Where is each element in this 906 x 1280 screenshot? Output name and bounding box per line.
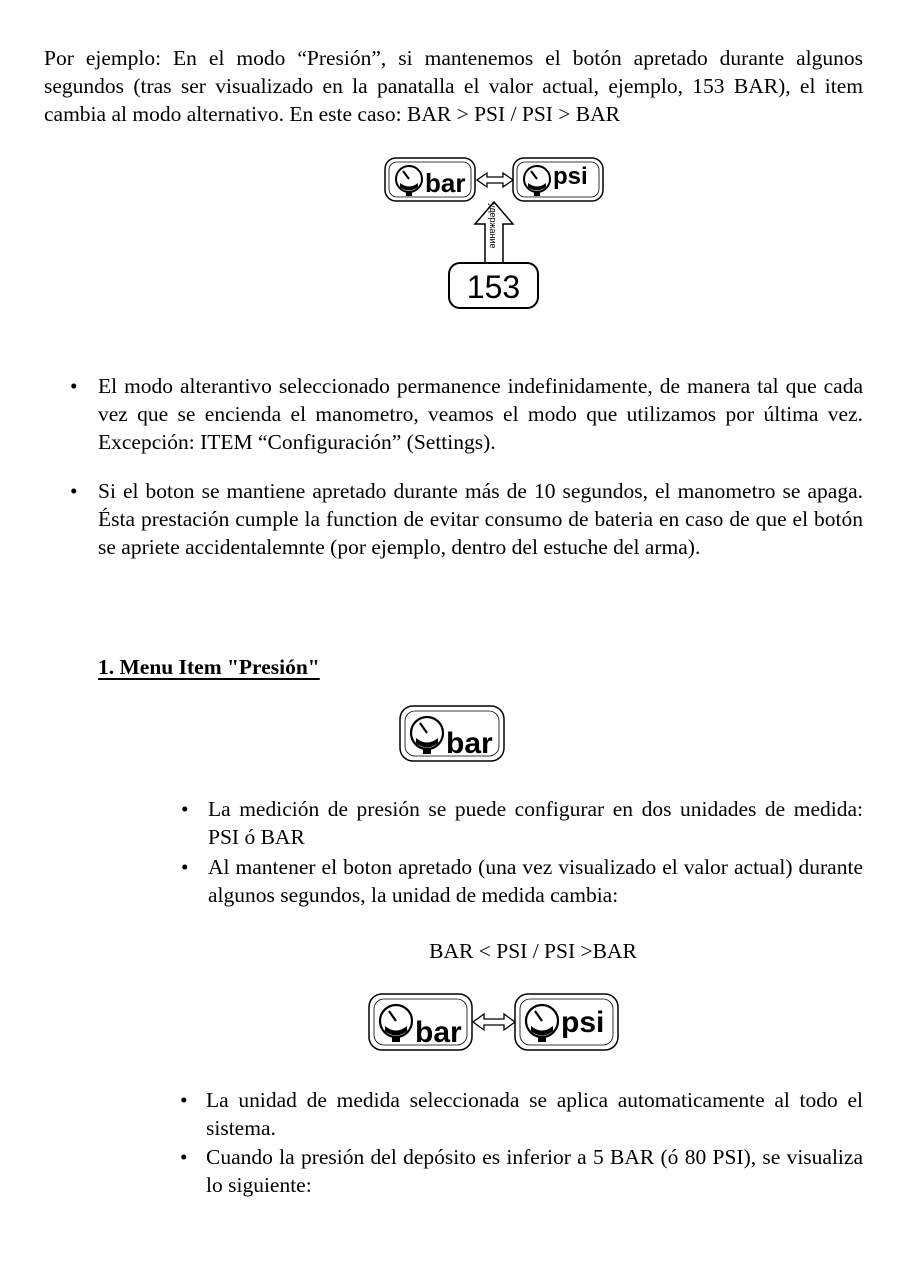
- bullet-symbol: •: [70, 479, 78, 503]
- bullet-symbol: •: [180, 1145, 188, 1169]
- bar-display-icon: [400, 706, 504, 761]
- bar-display-diagram: [398, 704, 508, 764]
- bullet-text: Al mantener el boton apretado (una vez visualizado el valor actual) durante algunos segundos, la unidad de medida cambia:: [208, 855, 863, 907]
- psi-label: psi: [553, 163, 588, 190]
- bullet-text: La unidad de medida seleccionada se aplica automaticamente al todo el sistema.: [206, 1088, 863, 1140]
- hold-arrow-label: удержание: [488, 203, 498, 249]
- bar-label: bar: [415, 1016, 462, 1049]
- unit-toggle-diagram-2: [367, 992, 623, 1054]
- bullet-symbol: •: [180, 1088, 188, 1112]
- hold-arrow-icon: [475, 202, 513, 263]
- double-arrow-icon: [473, 1014, 515, 1030]
- value-label: 153: [466, 269, 521, 305]
- bar-display-icon: [369, 994, 472, 1050]
- intro-paragraph: Por ejemplo: En el modo “Presión”, si mantenemos el botón apretado durante algunos segundos (tras ser visualizado en la panatalla el valor actual, ejemplo, 153 BAR), el item cambia al modo alternativo. En este caso: BAR > PSI / PSI > BAR: [44, 46, 863, 126]
- bullet-symbol: •: [181, 855, 189, 879]
- bullet-text: Cuando la presión del depósito es inferior a 5 BAR (ó 80 PSI), se visualiza lo siguiente:: [206, 1145, 863, 1197]
- bullet-symbol: •: [181, 797, 189, 821]
- bar-display-icon: [385, 158, 475, 201]
- bar-label: bar: [425, 168, 466, 198]
- double-arrow-icon: [477, 173, 513, 187]
- bullet-text: El modo alterantivo seleccionado permanence indefinidamente, de manera tal que cada vez que se encienda el manometro, veamos el modo que utilizamos por última vez. Excepción: ITEM “Configuración” (Settings).: [98, 374, 863, 454]
- bar-label: bar: [446, 727, 493, 760]
- psi-display-icon: [513, 158, 603, 201]
- unit-toggle-diagram: [380, 150, 610, 315]
- unit-change-text: BAR < PSI / PSI >BAR: [429, 939, 637, 963]
- bullet-text: Si el boton se mantiene apretado durante más de 10 segundos, el manometro se apaga. Ésta prestación cumple la function de evitar consumo de bateria en caso de que el botón se apriete accidentalemnte (por ejemplo, dentro del estuche del arma).: [98, 479, 863, 559]
- bullet-symbol: •: [70, 374, 78, 398]
- psi-display-icon: [515, 994, 618, 1050]
- value-display: [449, 263, 538, 308]
- section-heading: 1. Menu Item "Presión": [98, 655, 320, 679]
- bullet-text: La medición de presión se puede configurar en dos unidades de medida: PSI ó BAR: [208, 797, 863, 849]
- psi-label: psi: [561, 1006, 605, 1039]
